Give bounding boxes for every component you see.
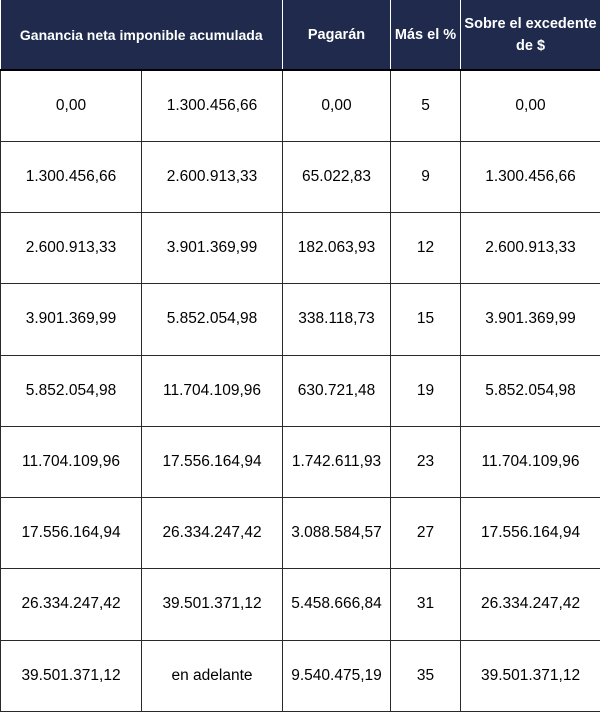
cell-sobre-excedente: 1.300.456,66 (461, 141, 600, 212)
cell-sobre-excedente: 11.704.109,96 (461, 426, 600, 497)
table-row (1, 70, 600, 141)
cell-ganancia-desde: 17.556.164,94 (1, 498, 142, 569)
cell-pagaran: 182.063,93 (283, 213, 391, 284)
cell-sobre-excedente: 39.501.371,12 (461, 640, 600, 711)
cell-ganancia-desde: 3.901.369,99 (1, 284, 142, 355)
cell-mas-el: 15 (391, 284, 461, 355)
table-row (1, 569, 600, 640)
cell-ganancia-hasta: 26.334.247,42 (142, 498, 283, 569)
cell-mas-el: 12 (391, 213, 461, 284)
cell-mas-el: 19 (391, 355, 461, 426)
cell-sobre-excedente: 5.852.054,98 (461, 355, 600, 426)
header-ganancia: Ganancia neta imponible acumulada (1, 0, 283, 70)
table-row (1, 284, 600, 355)
cell-sobre-excedente: 26.334.247,42 (461, 569, 600, 640)
cell-pagaran: 0,00 (283, 70, 391, 141)
cell-mas-el: 31 (391, 569, 461, 640)
cell-ganancia-hasta: 11.704.109,96 (142, 355, 283, 426)
cell-ganancia-desde: 5.852.054,98 (1, 355, 142, 426)
table-row (1, 141, 600, 212)
cell-pagaran: 3.088.584,57 (283, 498, 391, 569)
cell-ganancia-desde: 0,00 (1, 70, 142, 141)
cell-ganancia-hasta: 2.600.913,33 (142, 141, 283, 212)
table-row (1, 640, 600, 711)
cell-sobre-excedente: 0,00 (461, 70, 600, 141)
cell-pagaran: 9.540.475,19 (283, 640, 391, 711)
cell-ganancia-hasta: 3.901.369,99 (142, 213, 283, 284)
table-row (1, 498, 600, 569)
cell-pagaran: 65.022,83 (283, 141, 391, 212)
cell-mas-el: 5 (391, 70, 461, 141)
cell-ganancia-desde: 2.600.913,33 (1, 213, 142, 284)
cell-mas-el: 23 (391, 426, 461, 497)
cell-ganancia-hasta: en adelante (142, 640, 283, 711)
cell-ganancia-hasta: 5.852.054,98 (142, 284, 283, 355)
header-sobre-excedente: Sobre el excedente de $ (461, 0, 600, 70)
cell-ganancia-hasta: 1.300.456,66 (142, 70, 283, 141)
cell-pagaran: 630.721,48 (283, 355, 391, 426)
cell-mas-el: 27 (391, 498, 461, 569)
table-row (1, 426, 600, 497)
header-pagaran: Pagarán (283, 0, 391, 70)
cell-pagaran: 338.118,73 (283, 284, 391, 355)
header-row (1, 0, 600, 70)
table-row (1, 213, 600, 284)
cell-ganancia-hasta: 39.501.371,12 (142, 569, 283, 640)
cell-ganancia-hasta: 17.556.164,94 (142, 426, 283, 497)
cell-ganancia-desde: 11.704.109,96 (1, 426, 142, 497)
cell-sobre-excedente: 2.600.913,33 (461, 213, 600, 284)
cell-pagaran: 1.742.611,93 (283, 426, 391, 497)
cell-sobre-excedente: 3.901.369,99 (461, 284, 600, 355)
cell-ganancia-desde: 1.300.456,66 (1, 141, 142, 212)
header-mas-el: Más el % (391, 0, 461, 70)
cell-pagaran: 5.458.666,84 (283, 569, 391, 640)
cell-mas-el: 9 (391, 141, 461, 212)
cell-ganancia-desde: 39.501.371,12 (1, 640, 142, 711)
cell-ganancia-desde: 26.334.247,42 (1, 569, 142, 640)
cell-sobre-excedente: 17.556.164,94 (461, 498, 600, 569)
table-row (1, 355, 600, 426)
cell-mas-el: 35 (391, 640, 461, 711)
